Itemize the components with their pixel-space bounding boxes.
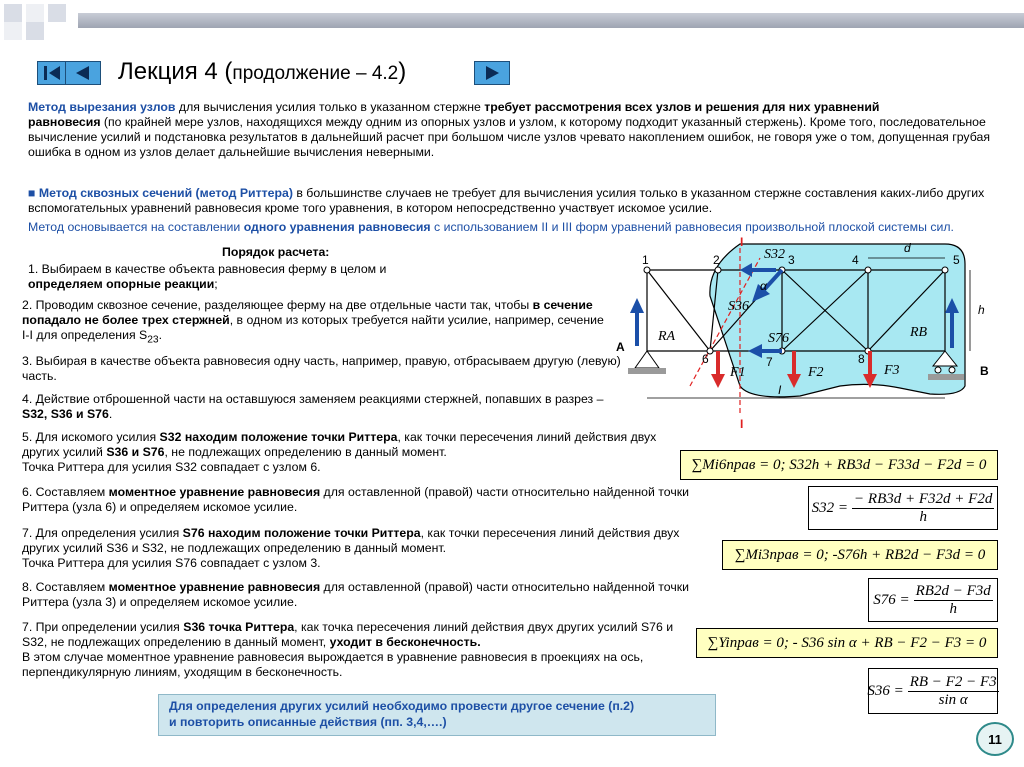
label-node-7: 7	[766, 355, 773, 369]
label-d: d	[904, 241, 911, 255]
deco-square	[26, 4, 44, 22]
note-line-1: Для определения других усилий необходимо провести другое сечение (п.2)	[169, 699, 635, 713]
first-slide-icon-arrow	[49, 66, 60, 80]
formula-s36: S36 = $\frac{RB - F2 - F3}{\text{sin α}}$	[868, 668, 998, 714]
label-section-bottom: I	[740, 417, 744, 431]
label-section-top: I	[740, 236, 744, 249]
formula-projection-y: ∑Yiправ = 0; - S36 sin α + RB − F2 − F3 = 0	[696, 628, 998, 658]
label-f1: F1	[730, 365, 746, 380]
label-node-5: 5	[953, 253, 960, 267]
prev-slide-icon	[76, 66, 89, 80]
label-ra: RA	[658, 329, 676, 344]
intro-paragraph-2: ■ Метод сквозных сечений (метод Риттера) в большинстве случаев не требует для вычисления усилия только в указанном стержне составления каких-либо других вспомогательных уравнений равновесия кроме того уравнения, в котором непосредственно участвует искомое усилие.	[28, 186, 985, 215]
formula-moment-6: ∑Mi6прав = 0; S32h + RB3d − F33d − F2d = 0	[680, 450, 998, 480]
formula-s76: S76 = $\frac{RB2d - F3d}{h}$	[868, 578, 998, 622]
step-3: 3. Выбирая в качестве объекта равновесия одну часть, например, правую, отбрасываем другую (левую) часть.	[22, 354, 621, 383]
step-7: 7. Для определения усилия S76 находим положение точки Риттера, как точки пересечения линий действия двух других усилий S36 и S32, не подлежащих определению в данный момент. Точка Риттера для усилия S76 совпадает с узлом 3.	[22, 526, 680, 570]
roller	[935, 367, 941, 373]
ground-b	[928, 374, 964, 380]
prev-slide-button[interactable]	[65, 61, 101, 85]
label-f2: F2	[808, 365, 824, 380]
header-bar	[78, 13, 1024, 28]
label-s36: S36	[728, 299, 749, 314]
label-a: A	[616, 340, 625, 354]
intro-paragraph-1: Метод вырезания узлов для вычисления усилия только в указанном стержне требует рассмотрения всех узлов и решения для них уравнений равновесия (по крайней мере узлов, находящихся между одним из опорных узлов и узлом, к которому подходит указанный стержень). Кроме того, последовательное вычисление усилий и подстановка результатов в дальнейший расчет при большом числе узлов чревато накоплением ошибок, не говоря уже о том, допущенная грубая ошибка в одном из узлов делает дальнейшие вычисления неверными.	[28, 100, 990, 159]
label-node-1: 1	[642, 253, 649, 267]
node-4	[865, 267, 871, 273]
step-5: 5. Для искомого усилия S32 находим положение точки Риттера, как точки пересечения линий действия двух других усилий S36 и S76, не подлежащих определению в данный момент. Точка Риттера для усилия S32 совпадает с узлом 6.	[22, 430, 657, 474]
deco-square	[48, 4, 66, 22]
note-box	[158, 694, 716, 736]
label-section-mid: I	[778, 383, 782, 397]
deco-square	[4, 22, 22, 40]
label-s76: S76	[768, 331, 789, 346]
step-2: 2. Проводим сквозное сечение, разделяющее ферму на две отдельные части так, чтобы в сечение попадало не более трех стержней, в одном из которых требуется найти усилие, например, сечение I-I для определения $S_{23}$.	[22, 298, 604, 346]
top-decoration	[0, 0, 1024, 40]
label-h: h	[978, 303, 985, 317]
intro-paragraph-3: Метод основывается на составлении одного уравнения равновесия с использованием II и III форм уравнений равновесия произвольной плоской системы сил.	[28, 220, 954, 234]
label-node-6: 6	[702, 352, 709, 366]
label-alpha: α	[760, 279, 767, 293]
page-number: 11	[976, 722, 1014, 756]
ground-a	[628, 368, 666, 374]
label-node-2: 2	[713, 253, 720, 267]
step-4: 4. Действие отброшенной части на оставшуюся заменяем реакциями стержней, попавших в разрез – S32, S36 и S76.	[22, 392, 604, 421]
label-node-3: 3	[788, 253, 795, 267]
label-node-4: 4	[852, 253, 859, 267]
node-2	[715, 267, 721, 273]
support-a	[635, 351, 659, 368]
force-f1-head	[711, 374, 725, 388]
label-f3: F3	[884, 363, 900, 378]
truss-diagram	[600, 236, 1020, 436]
deco-square	[26, 22, 44, 40]
note-line-2: и повторить описанные действия (пп. 3,4,….)	[169, 715, 447, 729]
next-slide-icon	[486, 66, 499, 80]
node-1	[644, 267, 650, 273]
roller	[949, 367, 955, 373]
steps-heading: Порядок расчета:	[222, 245, 330, 259]
formula-s32: S32 = $\frac{- RB3d + F32d + F2d}{h}$	[808, 486, 998, 530]
label-s32: S32	[764, 247, 785, 262]
node-5	[942, 267, 948, 273]
deco-square	[4, 4, 22, 22]
label-rb: RB	[910, 325, 928, 340]
member	[647, 270, 710, 351]
page-title: Лекция 4 (продолжение – 4.2)	[118, 58, 407, 85]
step-9: 7. При определении усилия S36 точка Риттера, как точка пересечения линий действия двух других усилий S76 и S32, не подлежащих определению в данный момент, уходит в бесконечность. В этом случае моментное уравнение равновесия вырождается в уравнение равновесия в проекциях на ось, перпендикулярную линиям, уходящим в бесконечность.	[22, 620, 674, 679]
formula-moment-3: ∑Mi3прав = 0; -S76h + RB2d − F3d = 0	[722, 540, 998, 570]
step-1: 1. Выбираем в качестве объекта равновесия ферму в целом и определяем опорные реакции;	[28, 262, 387, 291]
next-slide-button[interactable]	[474, 61, 510, 85]
label-node-8: 8	[858, 352, 865, 366]
step-8: 8. Составляем моментное уравнение равновесия для оставленной (правой) части относительно найденной точки Риттера (узла 3) и определяем искомое усилие.	[22, 580, 689, 609]
step-6: 6. Составляем моментное уравнение равновесия для оставленной (правой) части относительно найденной точки Риттера (узла 6) и определяем искомое усилие.	[22, 485, 689, 514]
reaction-a-arrowhead	[630, 298, 644, 313]
first-slide-icon	[44, 66, 47, 80]
label-b: B	[980, 364, 989, 378]
